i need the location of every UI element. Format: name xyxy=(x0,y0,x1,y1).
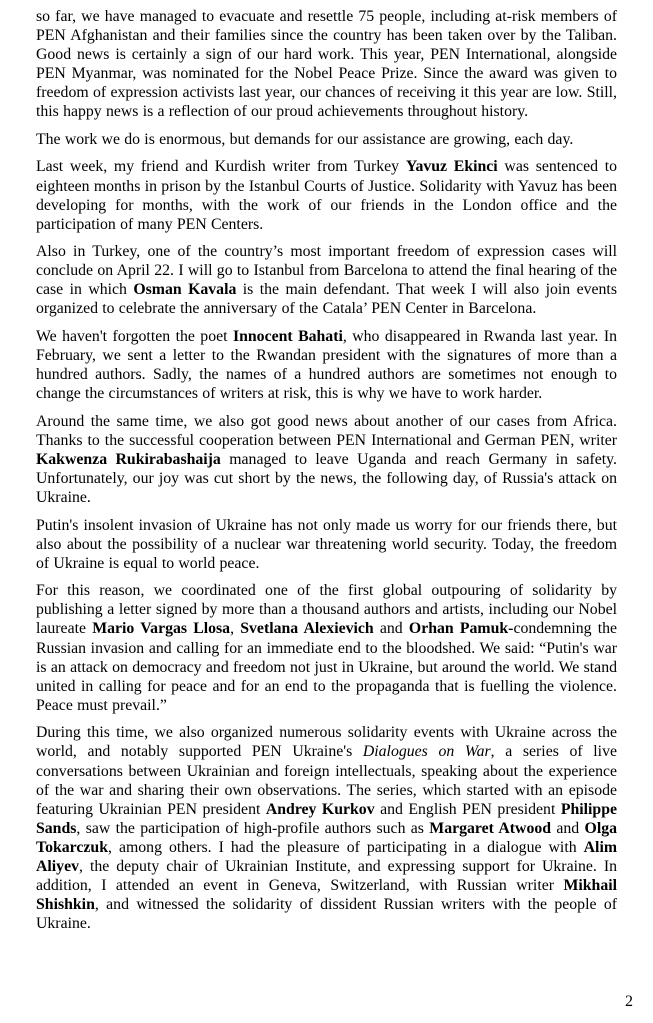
text-run: and English PEN president xyxy=(374,800,561,818)
text-run: , a series of live conversations between Ukrainian and foreign intellectuals, speaking about the experience of the war and sharing their own observations. The series, which started with an episode featuring Ukrainian PEN president xyxy=(36,743,617,818)
text-run: so far, we have managed to evacuate and resettle 75 people, including at-risk members of PEN Afghanistan and their families since the country has been taken over by the Taliban. Good news is certainly a sign of our hard work. This year, PEN International, alongside PEN Myanmar, was nominated for the Nobel Peace Prize. Since the award was given to freedom of expression activists last year, our chances of receiving it this year are low. Still, this happy news is a reflection of our proud achievements throughout history. xyxy=(36,8,617,121)
italic-text-run: Dialogues on War xyxy=(362,743,491,761)
bold-text-run: Innocent Bahati xyxy=(232,327,343,345)
bold-text-run: Mario Vargas Llosa xyxy=(92,620,231,638)
paragraph xyxy=(36,412,617,507)
document-body xyxy=(36,7,617,942)
text-run: and xyxy=(551,819,585,837)
bold-text-run: Andrey Kurkov xyxy=(265,800,375,818)
text-run: , among others. I had the pleasure of participating in a dialogue with xyxy=(108,838,584,856)
paragraph xyxy=(36,242,617,318)
text-run: Last week, my friend and Kurdish writer from Turkey xyxy=(36,158,406,176)
paragraph xyxy=(36,327,617,403)
paragraph xyxy=(36,516,617,573)
bold-text-run: Alim Aliyev xyxy=(36,838,617,875)
paragraph xyxy=(36,130,617,149)
text-run: Around the same time, we also got good news about another of our cases from Africa. Thanks to the successful cooperation between PEN International and German PEN, writer xyxy=(36,412,617,449)
text-run: During this time, we also organized numerous solidarity events with Ukraine across the world, and notably supported PEN Ukraine's xyxy=(36,724,617,761)
bold-text-run: Margaret Atwood xyxy=(429,819,552,837)
text-run: , and witnessed the solidarity of dissident Russian writers with the people of Ukraine. xyxy=(36,896,617,933)
text-run: was sentenced to eighteen months in prison by the Istanbul Courts of Justice. Solidarity with Yavuz has been developing for months, with the work of our friends in the London office and the participation of many PEN Centers. xyxy=(36,158,617,233)
paragraph xyxy=(36,157,617,233)
text-run: , xyxy=(230,620,241,638)
paragraph xyxy=(36,581,617,715)
text-run: Also in Turkey, one of the country’s most important freedom of expression cases will conclude on April 22. I will go to Istanbul from Barcelona to attend the final hearing of the case in which xyxy=(36,243,617,299)
bold-text-run: Olga Tokarczuk xyxy=(36,819,618,856)
text-run: The work we do is enormous, but demands for our assistance are growing, each day. xyxy=(36,130,574,148)
text-run: , saw the participation of high-profile authors such as xyxy=(76,819,430,837)
text-run: , who disappeared in Rwanda last year. In February, we sent a letter to the Rwandan president with the signatures of more than a hundred authors. Sadly, the names of a hundred authors are sometimes not enough to change the circumstances of writers at risk, this is why we have to work harder. xyxy=(36,327,617,403)
bold-text-run: Svetlana Alexievich xyxy=(240,620,374,638)
text-run: condemning the Russian invasion and calling for an immediate end to the bloodshed. We said: “Putin's war is an attack on democracy and freedom not just in Ukraine, but around the world. We stand united in calling for peace and for an end to the propaganda that is fuelling the violence. Peace must prevail.” xyxy=(36,620,618,714)
paragraph xyxy=(36,723,617,933)
text-run: Putin's insolent invasion of Ukraine has not only made us worry for our friends there, but also about the possibility of a nuclear war threatening world security. Today, the freedom of Ukraine is equal to world peace. xyxy=(36,516,617,572)
text-run: We haven't forgotten the poet xyxy=(36,327,233,345)
bold-text-run: Mikhail Shishkin xyxy=(36,877,617,914)
bold-text-run: Kakwenza Rukirabashaija xyxy=(36,450,221,468)
bold-text-run: Yavuz Ekinci xyxy=(405,158,498,176)
text-run: managed to leave Uganda and reach Germany in safety. Unfortunately, our joy was cut short by the news, the following day, of Russia's attack on Ukraine. xyxy=(36,450,617,507)
text-run: , the deputy chair of Ukrainian Institute, and expressing support for Ukraine. In addition, I attended an event in Geneva, Switzerland, with Russian writer xyxy=(36,857,617,895)
paragraph xyxy=(36,7,617,122)
page-number: 2 xyxy=(625,993,633,1010)
text-run: For this reason, we coordinated one of the first global outpouring of solidarity by publishing a letter signed by more than a thousand authors and artists, including our Nobel laureate xyxy=(36,582,617,638)
bold-text-run: Osman Kavala xyxy=(133,281,237,299)
text-run: and xyxy=(373,620,409,638)
bold-text-run: Orhan Pamuk- xyxy=(408,620,514,638)
text-run: is the main defendant. That week I will also join events organized to celebrate the anniversary of the Catala’ PEN Center in Barcelona. xyxy=(36,281,617,318)
bold-text-run: Philippe Sands xyxy=(36,800,618,837)
